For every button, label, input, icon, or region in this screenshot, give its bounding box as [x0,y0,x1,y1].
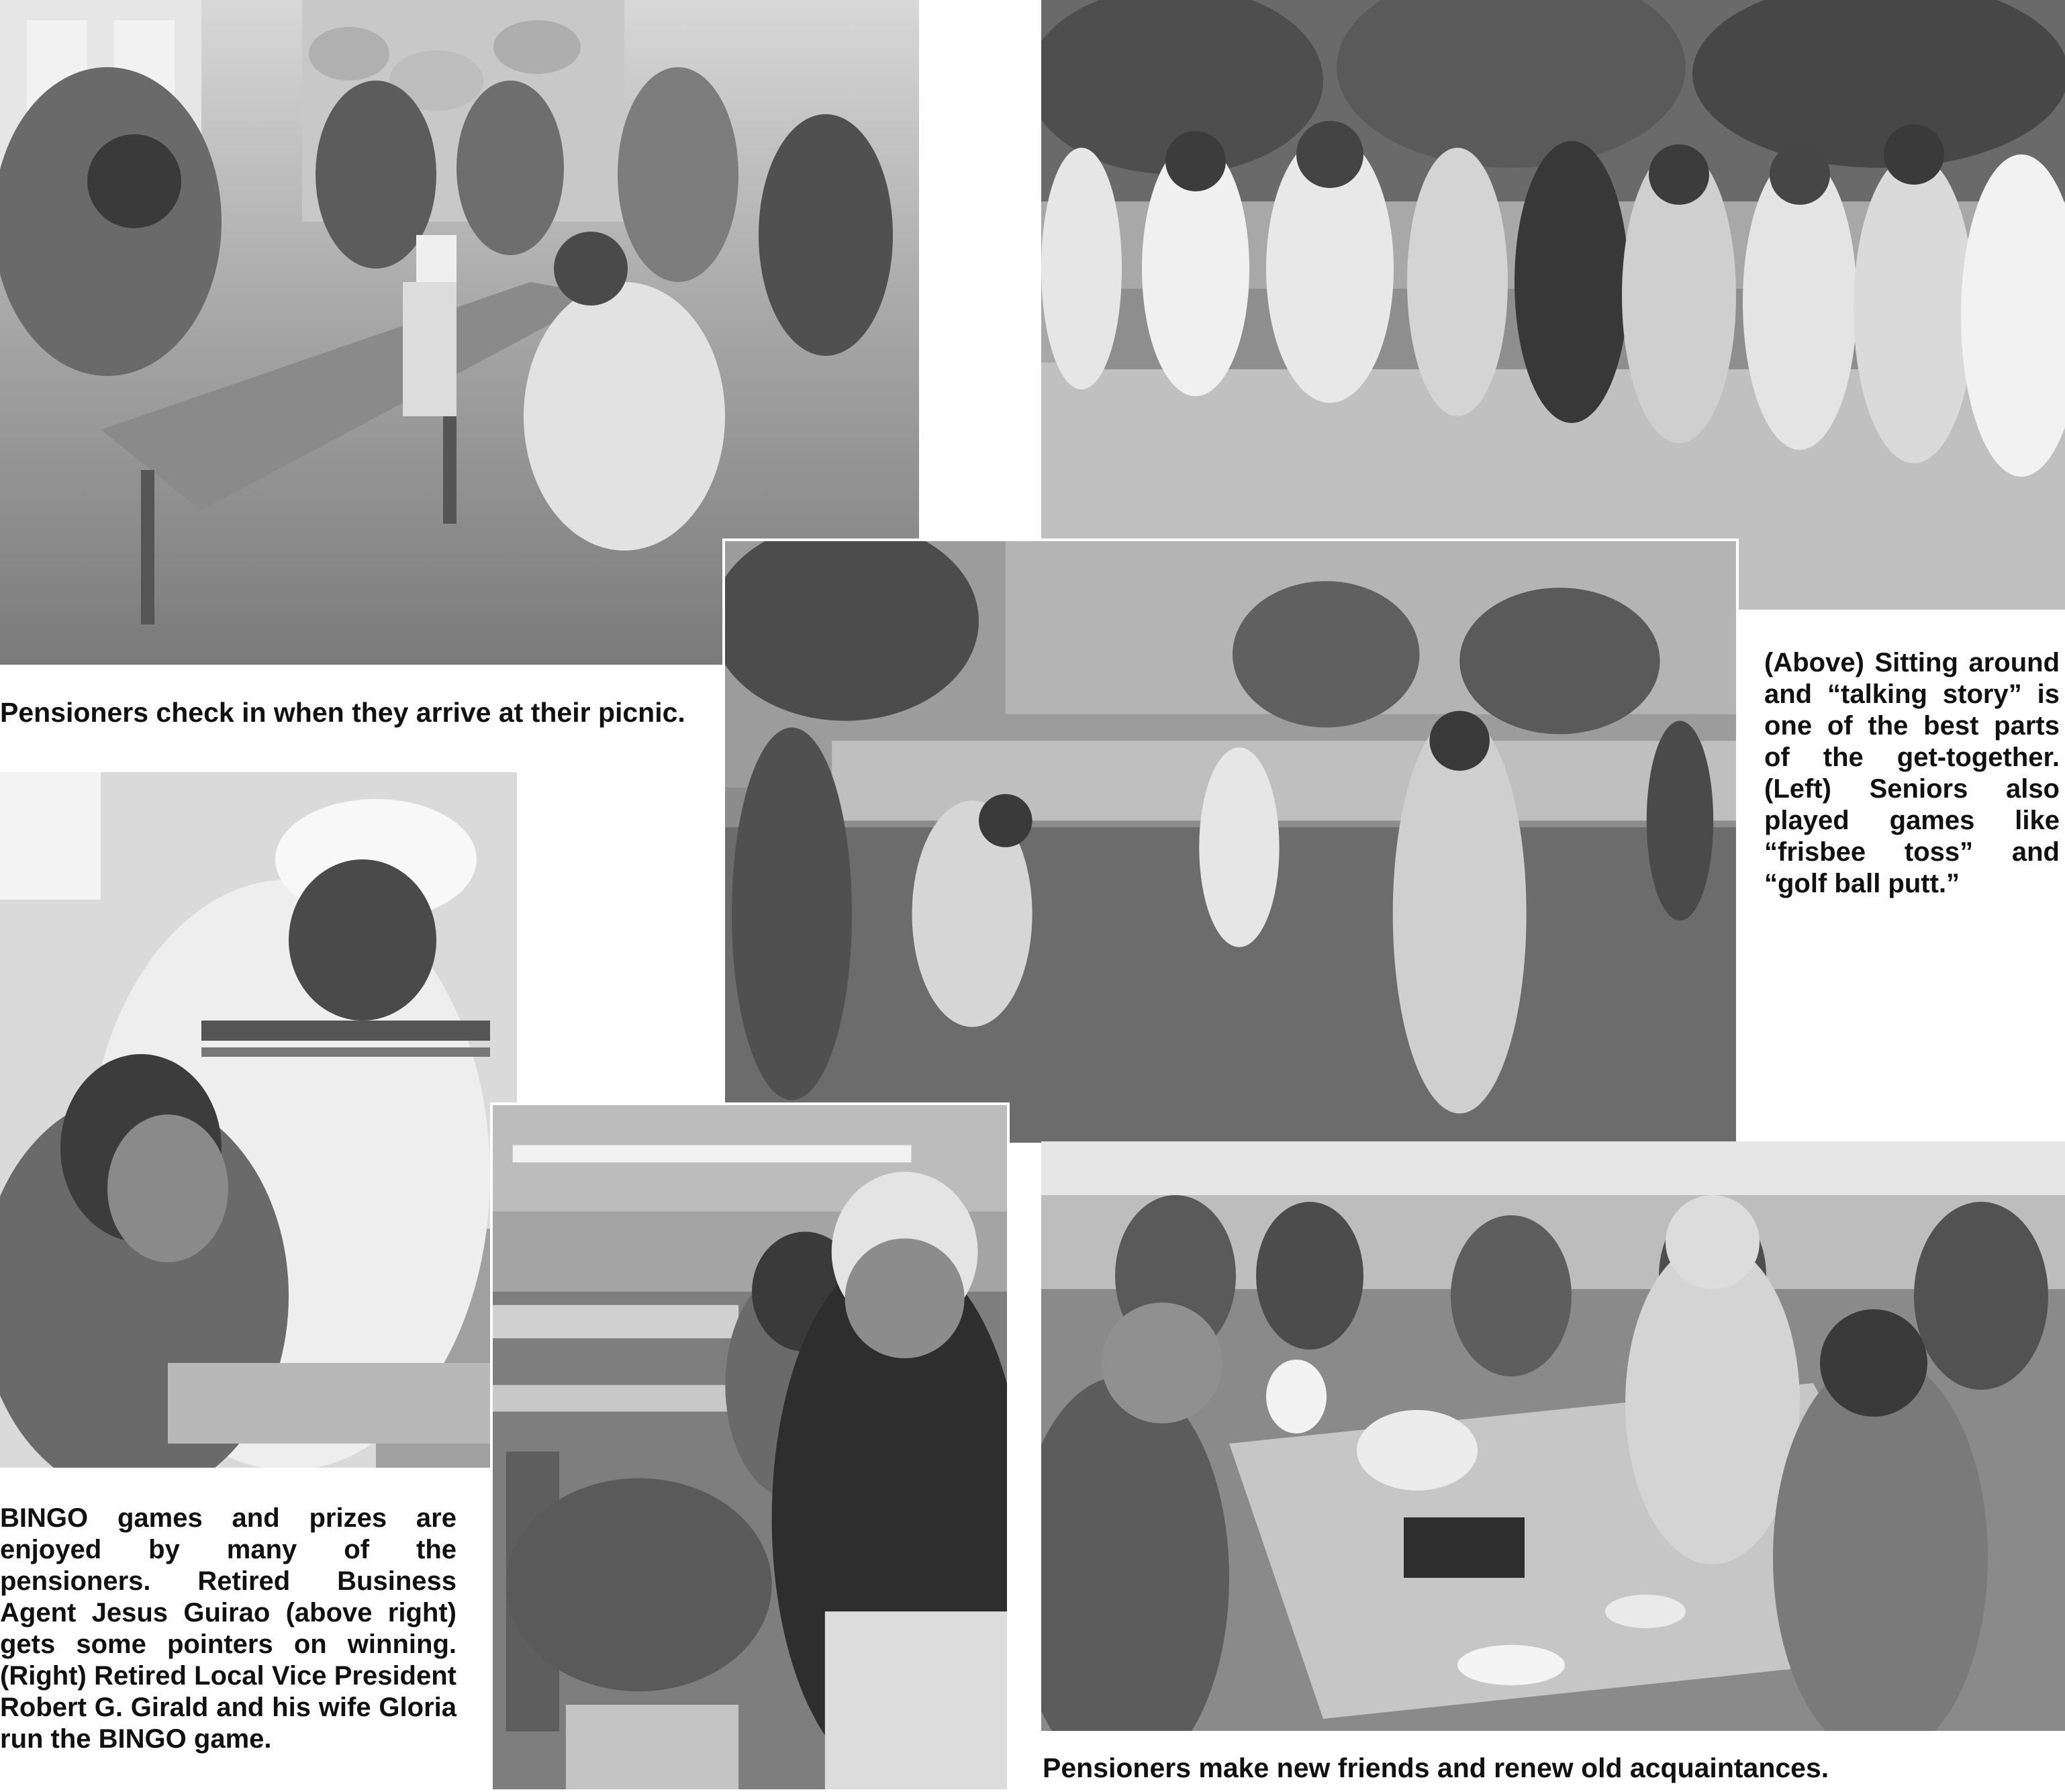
caption-new-friends: Pensioners make new friends and renew old acquaintances. [1043,1752,1829,1783]
photo-new-friends [1041,1141,2065,1731]
photo-bingo-game [490,1102,1010,1792]
photo-bingo-card [0,772,517,1468]
caption-talking-story: (Above) Sitting around and “talking story” is one of the best parts of the get-together. (Left) Seniors also played games like “frisbee toss” and “golf ball putt.” [1764,648,2060,898]
caption-check-in: Pensioners check in when they arrive at their picnic. [0,697,685,728]
photo-talking-story [1041,0,2065,610]
photo-golf-putt [722,538,1739,1145]
caption-bingo: BINGO games and prizes are enjoyed by many of the pensioners. Retired Business Agent Jesus Guirao (above right) gets some pointers on winning. (Right) Retired Local Vice President Robert G. Girald and his wife Gloria run the BINGO game. [0,1503,457,1754]
